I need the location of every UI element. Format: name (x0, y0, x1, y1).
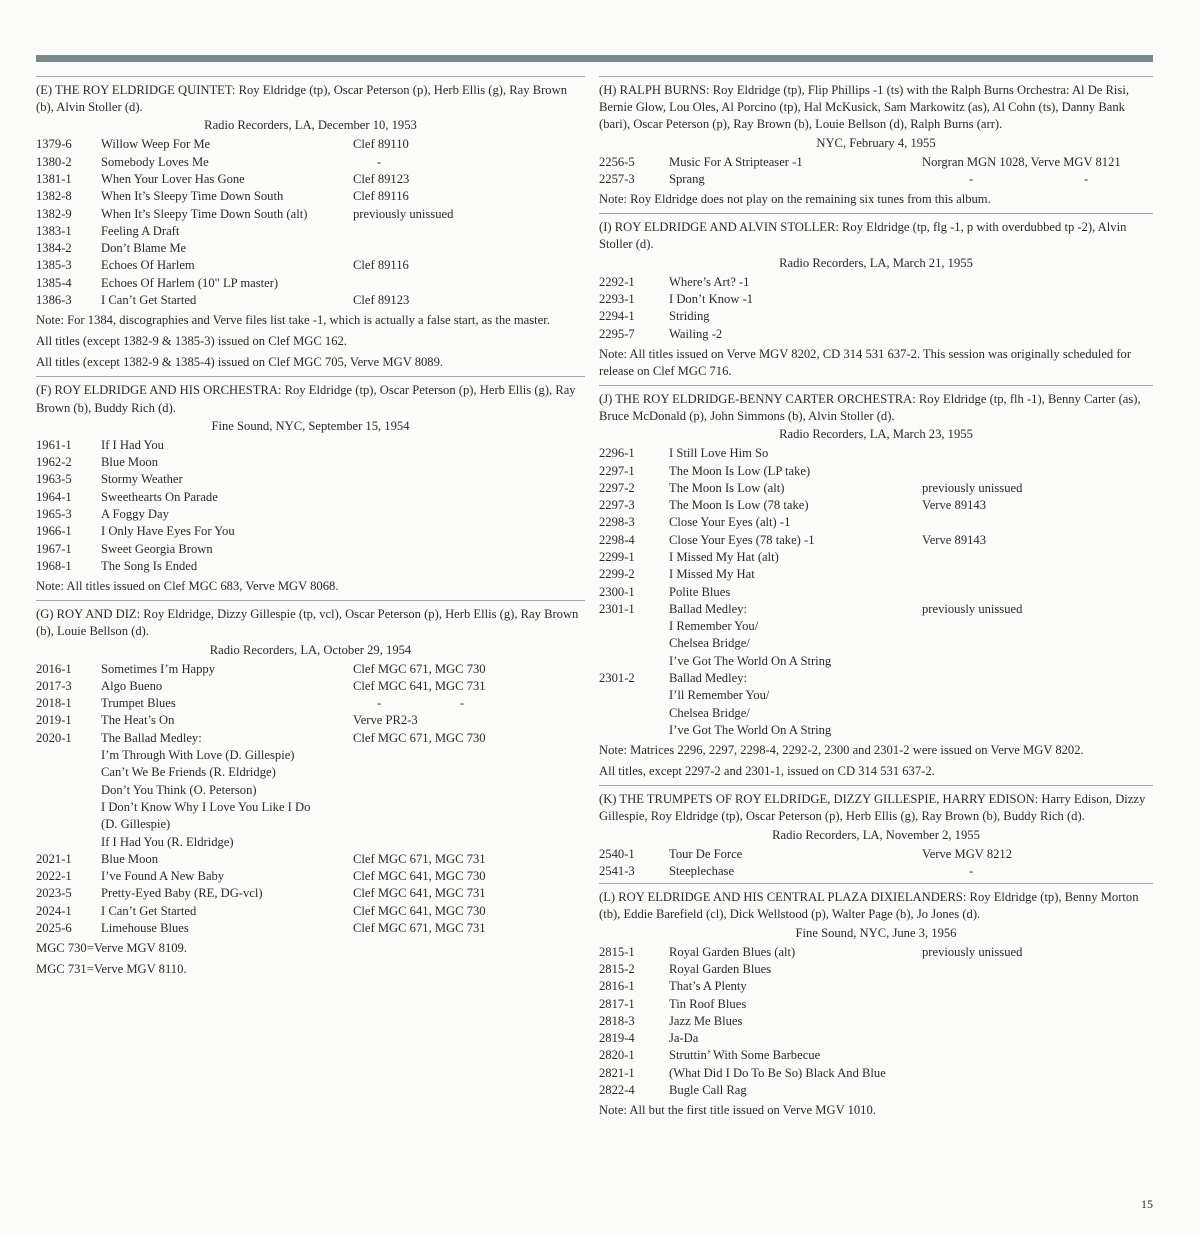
session-note: Note: Roy Eldridge does not play on the remaining six tunes from this album. (599, 192, 991, 207)
track-row (36, 661, 585, 678)
session-header: (E) THE ROY ELDRIDGE QUINTET: Roy Eldridge (tp), Oscar Peterson (p), Herb Ellis (g), Ray Brown (b), Alvin Stoller (d). (36, 83, 567, 115)
session-block (36, 77, 585, 376)
track-row (36, 240, 585, 257)
track-row (599, 961, 1153, 978)
track-row (599, 635, 1153, 652)
matrix-number: 1379-6 (36, 137, 72, 152)
track-list (36, 136, 585, 309)
session-block (36, 377, 585, 600)
track-row (599, 514, 1153, 531)
track-row (599, 584, 1153, 601)
matrix-number: 2016-1 (36, 661, 72, 676)
track-title: When It’s Sleepy Time Down South (101, 189, 284, 204)
track-row (599, 846, 1153, 863)
release-info: Verve PR2-3 (353, 713, 418, 728)
matrix-number: 1384-2 (36, 241, 72, 256)
track-row (36, 454, 585, 471)
track-title: If I Had You (101, 437, 164, 452)
release-info: Clef MGC 641, MGC 731 (353, 678, 486, 693)
track-title: Ja-Da (669, 1031, 699, 1046)
release-info: - (377, 696, 382, 711)
track-title: Sometimes I’m Happy (101, 661, 216, 676)
track-row (599, 863, 1153, 880)
track-row (599, 274, 1153, 291)
track-title: Tour De Force (669, 846, 743, 861)
track-title: Somebody Loves Me (101, 154, 209, 169)
track-row (599, 996, 1153, 1013)
matrix-number: 1380-2 (36, 154, 72, 169)
session-location: Fine Sound, NYC, September 15, 1954 (211, 418, 410, 433)
track-title: Limehouse Blues (101, 921, 189, 936)
track-row (599, 601, 1153, 618)
track-row (36, 816, 585, 833)
track-title: Jazz Me Blues (669, 1013, 743, 1028)
matrix-number: 1964-1 (36, 489, 72, 504)
track-row (599, 549, 1153, 566)
track-title: I’ve Got The World On A String (669, 653, 832, 668)
session-note: Note: All titles issued on Verve MGV 8202, CD 314 531 637-2. This session was originally scheduled for release on Clef MGC 716. (599, 346, 1132, 378)
track-title: When Your Lover Has Gone (101, 172, 245, 186)
track-row (599, 705, 1153, 722)
track-row (599, 463, 1153, 480)
matrix-number: 2819-4 (599, 1031, 635, 1046)
track-row (36, 868, 585, 885)
track-title: I’ll Remember You/ (669, 688, 770, 703)
top-rule-bar (36, 55, 1153, 62)
session-note: Note: For 1384, discographies and Verve files list take -1, which is actually a false start, as the master. (36, 313, 550, 328)
session-location: Radio Recorders, LA, March 21, 1955 (779, 255, 973, 270)
track-row (36, 885, 585, 902)
matrix-number: 2822-4 (599, 1083, 635, 1098)
track-title: I Remember You/ (669, 619, 759, 634)
track-title: Polite Blues (669, 584, 731, 599)
matrix-number: 1961-1 (36, 437, 72, 452)
release-info: previously unissued (922, 480, 1023, 495)
release-info: Clef 89123 (353, 172, 410, 186)
track-title: Blue Moon (101, 851, 159, 866)
track-title: Steeplechase (669, 863, 735, 878)
release-info: - (969, 863, 974, 878)
track-title: Striding (669, 309, 710, 324)
track-row (36, 851, 585, 868)
track-row (36, 747, 585, 764)
left-column (36, 76, 585, 983)
release-info: - (377, 154, 382, 169)
track-row (599, 722, 1153, 739)
matrix-number: 1965-3 (36, 506, 72, 521)
track-row (36, 920, 585, 937)
matrix-number: 2024-1 (36, 903, 72, 918)
matrix-number: 1382-8 (36, 189, 72, 204)
track-row (36, 834, 585, 851)
track-row (36, 437, 585, 454)
matrix-number: 2299-1 (599, 549, 635, 564)
session-location: Radio Recorders, LA, December 10, 1953 (204, 118, 417, 133)
track-row (36, 292, 585, 309)
track-title: Chelsea Bridge/ (669, 636, 750, 651)
track-list (599, 944, 1153, 1100)
matrix-number: 2292-1 (599, 274, 635, 289)
session-header: (I) ROY ELDRIDGE AND ALVIN STOLLER: Roy Eldridge (tp, flg -1, p with overdubbed tp -2), Alvin Stoller (d). (599, 220, 1127, 252)
release-info: Clef MGC 641, MGC 730 (353, 869, 486, 884)
session-block (599, 386, 1153, 785)
session-note: Note: All but the first title issued on Verve MGV 1010. (599, 1103, 876, 1118)
track-row (599, 653, 1153, 670)
track-title: Music For A Stripteaser -1 (669, 154, 803, 169)
track-title: Willow Weep For Me (101, 137, 211, 152)
track-title: I’m Through With Love (D. Gillespie) (101, 748, 295, 763)
session-location: Fine Sound, NYC, June 3, 1956 (795, 925, 957, 940)
release-info: Verve MGV 8212 (922, 846, 1013, 861)
track-row (36, 712, 585, 729)
release-info: previously unissued (922, 601, 1023, 616)
session-header: (K) THE TRUMPETS OF ROY ELDRIDGE, DIZZY GILLESPIE, HARRY EDISON: Harry Edison, Dizzy Gillespie, Roy Eldridge (tp), Oscar Peterson (p), Herb Ellis (g), Ray Brown (b), Buddy Rich (d). (599, 792, 1146, 824)
session-block (599, 214, 1153, 385)
track-title: Don’t Blame Me (101, 241, 187, 256)
session-location: Radio Recorders, LA, November 2, 1955 (772, 827, 980, 842)
session-block (599, 77, 1153, 213)
matrix-number: 1386-3 (36, 293, 72, 308)
matrix-number: 2540-1 (599, 846, 635, 861)
release-info: previously unissued (922, 944, 1023, 959)
release-info: Clef MGC 671, MGC 730 (353, 730, 486, 745)
track-title: I Still Love Him So (669, 446, 769, 461)
track-list (36, 661, 585, 938)
session-header: (H) RALPH BURNS: Roy Eldridge (tp), Flip Phillips -1 (ts) with the Ralph Burns Orchestra: Al De Risi, Bernie Glow, Lou Oles, Al Porcino (tp), Hal McKusick, Sam Markowitz (as), Al Cohn (ts), Danny Bank (bari), Oscar Peterson (p), Ray Brown (b), Louie Bellson (d), Ralph Burns (arr). (599, 83, 1129, 132)
track-title: I Don’t Know Why I Love You Like I Do (101, 799, 311, 814)
release-info: Clef MGC 641, MGC 730 (353, 903, 486, 918)
track-row (599, 532, 1153, 549)
release-info: Clef MGC 671, MGC 730 (353, 661, 486, 676)
track-row (36, 171, 585, 188)
track-row (36, 206, 585, 223)
right-column (599, 76, 1153, 1124)
session-location: Radio Recorders, LA, October 29, 1954 (209, 642, 412, 657)
track-title: A Foggy Day (101, 506, 169, 521)
track-row (36, 188, 585, 205)
track-row (599, 1082, 1153, 1099)
matrix-number: 1381-1 (36, 172, 72, 186)
track-row (36, 678, 585, 695)
matrix-number: 2816-1 (599, 979, 635, 994)
track-title: (D. Gillespie) (101, 817, 171, 832)
track-row (36, 903, 585, 920)
track-title: Chelsea Bridge/ (669, 705, 750, 720)
track-title: Royal Garden Blues (alt) (669, 944, 796, 959)
track-list (36, 437, 585, 575)
matrix-number: 2294-1 (599, 309, 635, 324)
session-note: Note: Matrices 2296, 2297, 2298-4, 2292-2, 2300 and 2301-2 were issued on Verve MGV 8202. (599, 743, 1084, 758)
track-row (599, 670, 1153, 687)
track-title: I’ve Got The World On A String (669, 722, 832, 737)
track-title: Tin Roof Blues (669, 996, 747, 1011)
release-info: Clef MGC 641, MGC 731 (353, 886, 486, 901)
release-info: - (969, 171, 974, 186)
matrix-number: 2025-6 (36, 921, 72, 936)
release-info: Verve 89143 (922, 498, 987, 513)
track-title: Wailing -2 (669, 326, 723, 341)
track-title: Don’t You Think (O. Peterson) (101, 782, 257, 797)
track-title: Sprang (669, 171, 705, 186)
track-row (599, 497, 1153, 514)
track-title: Stormy Weather (101, 472, 183, 487)
matrix-number: 2023-5 (36, 886, 72, 901)
matrix-number: 1966-1 (36, 524, 72, 539)
track-row (599, 944, 1153, 961)
matrix-number: 1383-1 (36, 223, 72, 238)
matrix-number: 2257-3 (599, 171, 635, 186)
matrix-number: 1962-2 (36, 455, 72, 470)
track-title: Echoes Of Harlem (10" LP master) (101, 275, 279, 290)
track-title: Sweet Georgia Brown (101, 541, 213, 556)
track-title: The Moon Is Low (LP take) (669, 463, 811, 478)
track-row (36, 730, 585, 747)
track-row (36, 257, 585, 274)
matrix-number: 2821-1 (599, 1065, 635, 1080)
track-title: I Can’t Get Started (101, 293, 197, 308)
track-row (599, 687, 1153, 704)
track-row (599, 171, 1153, 188)
session-header: (F) ROY ELDRIDGE AND HIS ORCHESTRA: Roy Eldridge (tp), Oscar Peterson (p), Herb Ellis (g), Ray Brown (b), Buddy Rich (d). (36, 383, 576, 415)
matrix-number: 1968-1 (36, 558, 72, 573)
session-note: MGC 730=Verve MGV 8109. (36, 941, 187, 956)
matrix-number: 2541-3 (599, 863, 635, 878)
track-row (36, 136, 585, 153)
track-title: Sweethearts On Parade (101, 489, 218, 504)
track-row (36, 541, 585, 558)
matrix-number: 2256-5 (599, 154, 635, 169)
matrix-number: 2295-7 (599, 326, 635, 341)
track-row (36, 506, 585, 523)
track-title: Bugle Call Rag (669, 1083, 747, 1098)
track-row (36, 275, 585, 292)
track-row (36, 489, 585, 506)
track-title: If I Had You (R. Eldridge) (101, 834, 234, 849)
track-row (36, 523, 585, 540)
track-row (599, 1065, 1153, 1082)
track-title: Trumpet Blues (101, 696, 176, 711)
track-row (36, 558, 585, 575)
track-title: Royal Garden Blues (669, 961, 772, 976)
track-title: Echoes Of Harlem (101, 258, 195, 273)
matrix-number: 2817-1 (599, 996, 635, 1011)
track-row (599, 1030, 1153, 1047)
track-title: Close Your Eyes (78 take) -1 (669, 532, 815, 547)
track-title: I Only Have Eyes For You (101, 524, 235, 539)
session-block (599, 884, 1153, 1124)
track-row (599, 154, 1153, 171)
session-note: All titles (except 1382-9 & 1385-3) issued on Clef MGC 162. (36, 334, 347, 349)
release-info-2: - (460, 696, 465, 711)
track-title: Algo Bueno (101, 678, 163, 693)
matrix-number: 1385-4 (36, 275, 72, 290)
matrix-number: 2019-1 (36, 713, 72, 728)
session-header: (J) THE ROY ELDRIDGE-BENNY CARTER ORCHESTRA: Roy Eldridge (tp, flh -1), Benny Carter (as), Bruce McDonald (p), John Simmons (b), Alvin Stoller (d). (599, 391, 1141, 423)
track-row (599, 291, 1153, 308)
release-info: Clef MGC 671, MGC 731 (353, 851, 486, 866)
track-title: Struttin’ With Some Barbecue (669, 1048, 821, 1063)
track-row (599, 445, 1153, 462)
session-note: MGC 731=Verve MGV 8110. (36, 962, 187, 977)
release-info-2: - (1084, 171, 1089, 186)
track-list (599, 154, 1153, 189)
track-row (36, 782, 585, 799)
matrix-number: 2021-1 (36, 851, 72, 866)
matrix-number: 2298-4 (599, 532, 635, 547)
matrix-number: 2301-2 (599, 671, 635, 686)
track-row (599, 308, 1153, 325)
track-list (599, 445, 1153, 739)
matrix-number: 2300-1 (599, 584, 635, 599)
track-row (599, 1047, 1153, 1064)
matrix-number: 2293-1 (599, 291, 635, 306)
track-title: The Ballad Medley: (101, 730, 202, 745)
track-title: I Don’t Know -1 (669, 291, 754, 306)
track-title: Blue Moon (101, 455, 159, 470)
track-row (36, 799, 585, 816)
matrix-number: 2022-1 (36, 869, 72, 884)
matrix-number: 1963-5 (36, 472, 72, 487)
track-title: That’s A Plenty (669, 979, 747, 994)
session-note: All titles, except 2297-2 and 2301-1, issued on CD 314 531 637-2. (599, 764, 935, 779)
release-info: Clef 89110 (353, 137, 409, 152)
matrix-number: 2818-3 (599, 1013, 635, 1028)
track-title: (What Did I Do To Be So) Black And Blue (669, 1065, 886, 1080)
track-title: Ballad Medley: (669, 601, 747, 616)
matrix-number: 2815-2 (599, 961, 635, 976)
track-row (36, 223, 585, 240)
session-note: All titles (except 1382-9 & 1385-4) issued on Clef MGC 705, Verve MGV 8089. (36, 355, 444, 370)
track-title: Feeling A Draft (101, 223, 180, 238)
track-row (599, 480, 1153, 497)
release-info: Verve 89143 (922, 532, 987, 547)
track-row (599, 1013, 1153, 1030)
release-info: Clef MGC 671, MGC 731 (353, 921, 486, 936)
track-title: Ballad Medley: (669, 671, 747, 686)
session-location: Radio Recorders, LA, March 23, 1955 (779, 427, 973, 442)
release-info: previously unissued (353, 206, 454, 221)
track-title: I Missed My Hat (alt) (669, 549, 779, 564)
matrix-number: 1382-9 (36, 206, 72, 221)
session-block (36, 601, 585, 983)
matrix-number: 2298-3 (599, 515, 635, 530)
matrix-number: 1967-1 (36, 541, 72, 556)
track-title: Close Your Eyes (alt) -1 (669, 515, 791, 530)
matrix-number: 2820-1 (599, 1048, 635, 1063)
track-row (599, 326, 1153, 343)
track-list (599, 846, 1153, 881)
track-title: I Can’t Get Started (101, 903, 197, 918)
track-title: I’ve Found A New Baby (101, 869, 225, 884)
track-title: The Moon Is Low (alt) (669, 480, 785, 495)
page-number: 15 (1141, 1197, 1153, 1211)
track-title: I Missed My Hat (669, 567, 755, 582)
track-title: The Song Is Ended (101, 558, 198, 573)
session-block (599, 786, 1153, 883)
track-title: The Heat’s On (101, 713, 175, 728)
release-info: Norgran MGN 1028, Verve MGV 8121 (922, 154, 1121, 169)
track-row (36, 471, 585, 488)
track-list (599, 274, 1153, 343)
track-row (599, 566, 1153, 583)
matrix-number: 2017-3 (36, 678, 72, 693)
matrix-number: 2297-1 (599, 463, 635, 478)
track-title: Can’t We Be Friends (R. Eldridge) (101, 765, 276, 780)
track-title: Pretty-Eyed Baby (RE, DG-vcl) (101, 886, 263, 901)
track-row (599, 978, 1153, 995)
matrix-number: 2299-2 (599, 567, 635, 582)
session-header: (G) ROY AND DIZ: Roy Eldridge, Dizzy Gillespie (tp, vcl), Oscar Peterson (p), Herb Ellis (g), Ray Brown (b), Louie Bellson (d). (36, 607, 579, 639)
release-info: Clef 89123 (353, 293, 410, 308)
matrix-number: 2301-1 (599, 601, 635, 616)
release-info: Clef 89116 (353, 189, 409, 204)
track-title: When It’s Sleepy Time Down South (alt) (101, 206, 308, 221)
track-title: The Moon Is Low (78 take) (669, 498, 809, 513)
session-header: (L) ROY ELDRIDGE AND HIS CENTRAL PLAZA DIXIELANDERS: Roy Eldridge (tp), Benny Morton (tb), Eddie Barefield (cl), Dick Wellstood (p), Walter Page (b), Jo Jones (d). (599, 890, 1139, 922)
matrix-number: 2020-1 (36, 730, 72, 745)
track-title: Where’s Art? -1 (669, 274, 750, 289)
matrix-number: 2297-2 (599, 480, 635, 495)
matrix-number: 2296-1 (599, 446, 635, 461)
session-note: Note: All titles issued on Clef MGC 683, Verve MGV 8068. (36, 579, 339, 594)
track-row (36, 764, 585, 781)
track-row (36, 154, 585, 171)
matrix-number: 1385-3 (36, 258, 72, 273)
matrix-number: 2297-3 (599, 498, 635, 513)
track-row (36, 695, 585, 712)
release-info: Clef 89116 (353, 258, 409, 273)
track-row (599, 618, 1153, 635)
matrix-number: 2018-1 (36, 696, 72, 711)
matrix-number: 2815-1 (599, 944, 635, 959)
session-location: NYC, February 4, 1955 (816, 135, 936, 150)
